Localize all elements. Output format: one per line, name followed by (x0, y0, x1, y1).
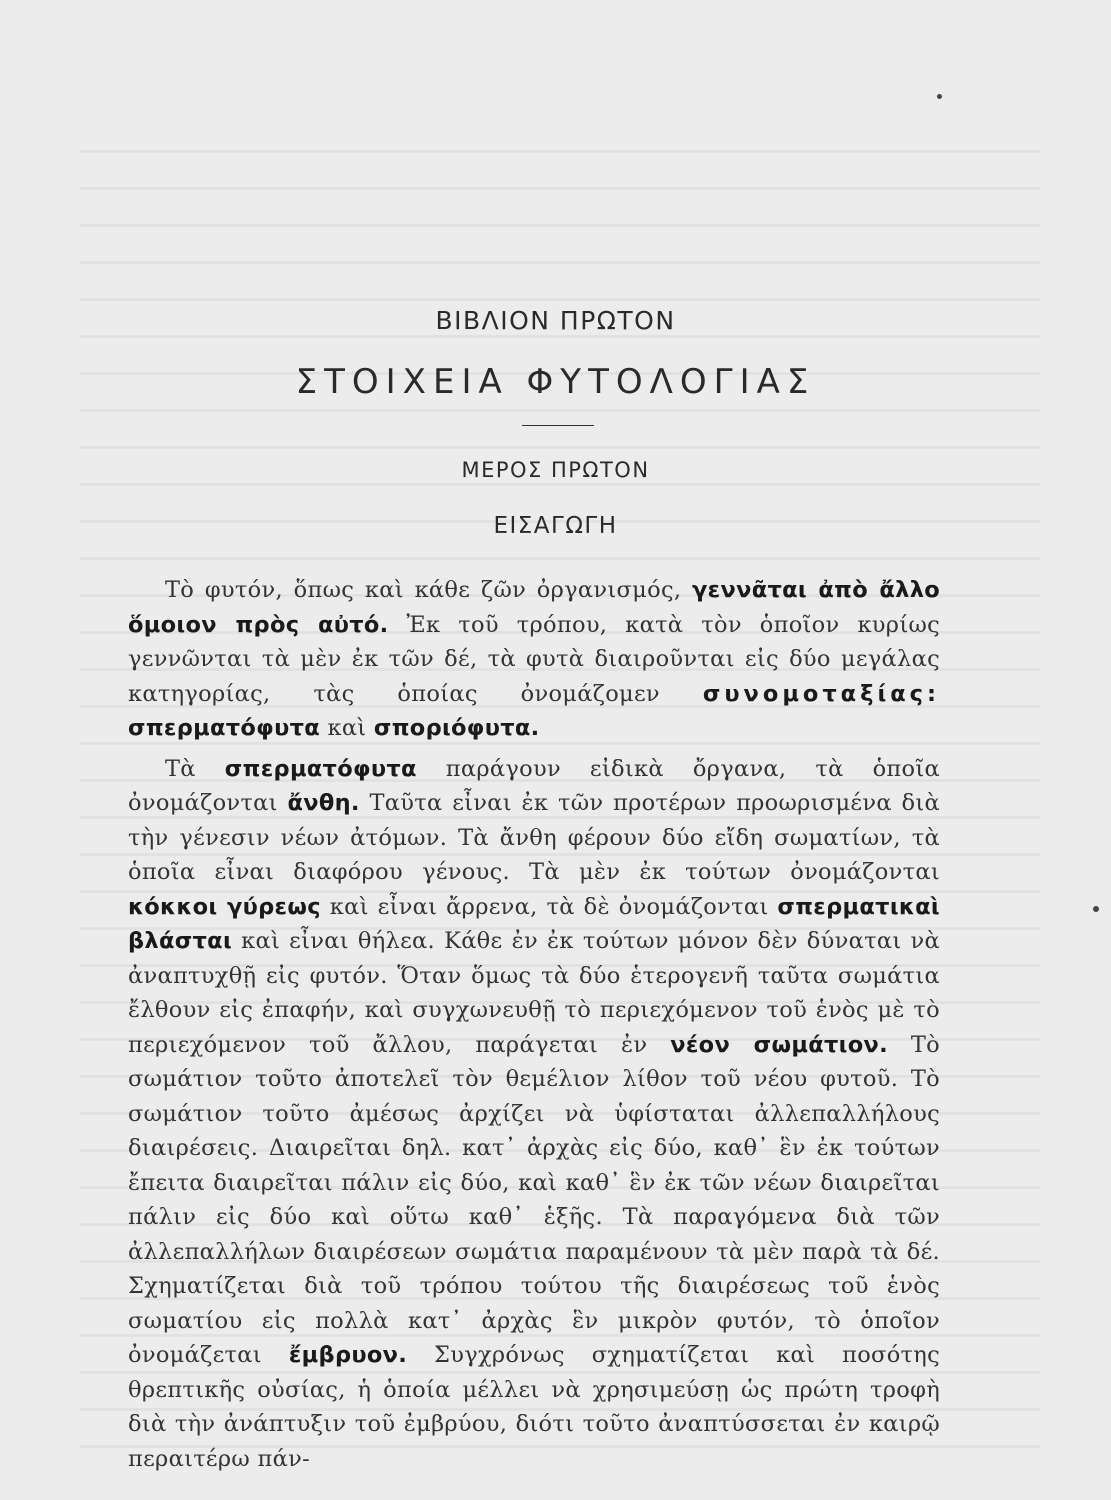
bold-term: κόκκοι γύρεως (128, 893, 321, 920)
scan-speck (937, 94, 942, 99)
text-run: καὶ εἶναι ἄρρενα, τὰ δὲ ὀνομάζονται (320, 893, 778, 920)
bold-term: γεννᾶται ἀπὸ ἄλλο ὅμοιον πρὸς αὐτό. (128, 577, 940, 638)
scan-speck (1093, 906, 1099, 912)
paragraph-2 (128, 752, 940, 1477)
text-run: Τὸ σωμάτιον τοῦτο ἀποτελεῖ τὸν θεμέλιον λίθον τοῦ νέου φυτοῦ. Τὸ σωμάτιον τοῦτο ἀμέσως ἀρχίζει νὰ ὑφίσταται ἀλλεπαλλήλους διαιρέσεις. Διαιρεῖται δηλ. κατ᾽ ἀρχὰς εἰς δύο, καθ᾽ ἓν ἐκ τούτων ἔπειτα διαιρεῖται πάλιν εἰς δύο, καὶ καθ᾽ ἓν ἐκ τῶν νέων διαιρεῖται πάλιν εἰς δύο καὶ οὕτω καθ᾽ ἑξῆς. Τὰ παραγόμενα διὰ τῶν ἀλλεπαλλήλων διαιρέσεων σωμάτια παραμένουν τὰ μὲν παρὰ τὰ δέ. Σχηματίζεται διὰ τοῦ τρόπου τούτου τῆς διαιρέσεως τοῦ ἑνὸς σωματίου εἰς πολλὰ κατ᾽ ἀρχὰς ἓν μικρὸν φυτόν, τὸ ὁποῖον ὀνομάζεται (128, 1031, 941, 1368)
text-run: Τὰ (165, 755, 225, 782)
text-run: Ταῦτα εἶναι ἐκ τῶν προτέρων προωρισμένα διὰ τὴν γένεσιν νέων ἀτόμων. Τὰ ἄνθη φέρουν δύο εἴδη σωματίων, τὰ ὁποῖα εἶναι διαφόρου γένους. Τὰ μὲν ἐκ τούτων ὀνομάζονται (128, 790, 940, 885)
bold-term: ἔμβρυον. (288, 1342, 408, 1368)
bold-term: σπερματόφυτα (224, 755, 417, 782)
bold-term: σπερματικαὶ βλάσται (128, 893, 940, 954)
text-run: Συγχρόνως σχηματίζεται καὶ ποσότης θρεπτικῆς οὐσίας, ἡ ὁποία μέλλει νὰ χρησιμεύσῃ ὡς πρώτη τροφὴ διὰ τὴν ἀνάπτυξιν τοῦ ἐμβρύου, διότι τοῦτο ἀναπτύσσεται ἐν καιρῷ περαιτέρω πάν- (128, 1342, 940, 1472)
paragraph-1 (128, 573, 940, 746)
bold-term: νέον σωμάτιον. (670, 1031, 888, 1058)
text-run: Τὸ φυτόν, ὅπως καὶ κάθε ζῶν ὀργανισμός, (165, 577, 693, 603)
part-heading: ΜΕΡΟΣ ΠΡΩΤΟΝ (461, 458, 650, 482)
introduction-heading: ΕΙΣΑΓΩΓΗ (493, 513, 618, 539)
bold-term: ἄνθη. (287, 790, 360, 816)
body-text (128, 573, 940, 1482)
bold-term: σποριόφυτα. (373, 715, 540, 741)
title-heading: ΣΤΟΙΧΕΙΑ ΦΥΤΟΛΟΓΙΑΣ (295, 362, 816, 402)
text-run: Ἐκ τοῦ τρόπου, κατὰ τὸν ὁποῖον κυρίως γεννῶνται τὰ μὲν ἐκ τῶν δέ, τὰ φυτὰ διαιροῦνται εἰς δύο μεγάλας κατηγορίας, τὰς ὁποίας ὀνομάζομεν (128, 611, 940, 707)
book-heading: ΒΙΒΛΙΟΝ ΠΡΩΤΟΝ (435, 306, 676, 335)
text-run: καὶ (320, 715, 374, 741)
heading-divider (522, 425, 594, 426)
text-run: παράγουν εἰδικὰ ὄργανα, τὰ ὁποῖα ὀνομάζονται (128, 755, 940, 816)
text-run: καὶ εἶναι θήλεα. Κάθε ἐν ἐκ τούτων μόνον δὲν δύναται νὰ ἀναπτυχθῇ εἰς φυτόν. Ὅταν ὅμως τὰ δύο ἑτερογενῆ ταῦτα σωμάτια ἔλθουν εἰς ἐπαφήν, καὶ συγχωνευθῇ τὸ περιεχόμενον τοῦ ἑνὸς μὲ τὸ περιεχόμενον τοῦ ἄλλου, παράγεται ἐν (128, 928, 940, 1058)
bold-term: σπερματόφυτα (128, 715, 320, 741)
bold-term-spaced: συνομοταξίας: (702, 680, 940, 707)
